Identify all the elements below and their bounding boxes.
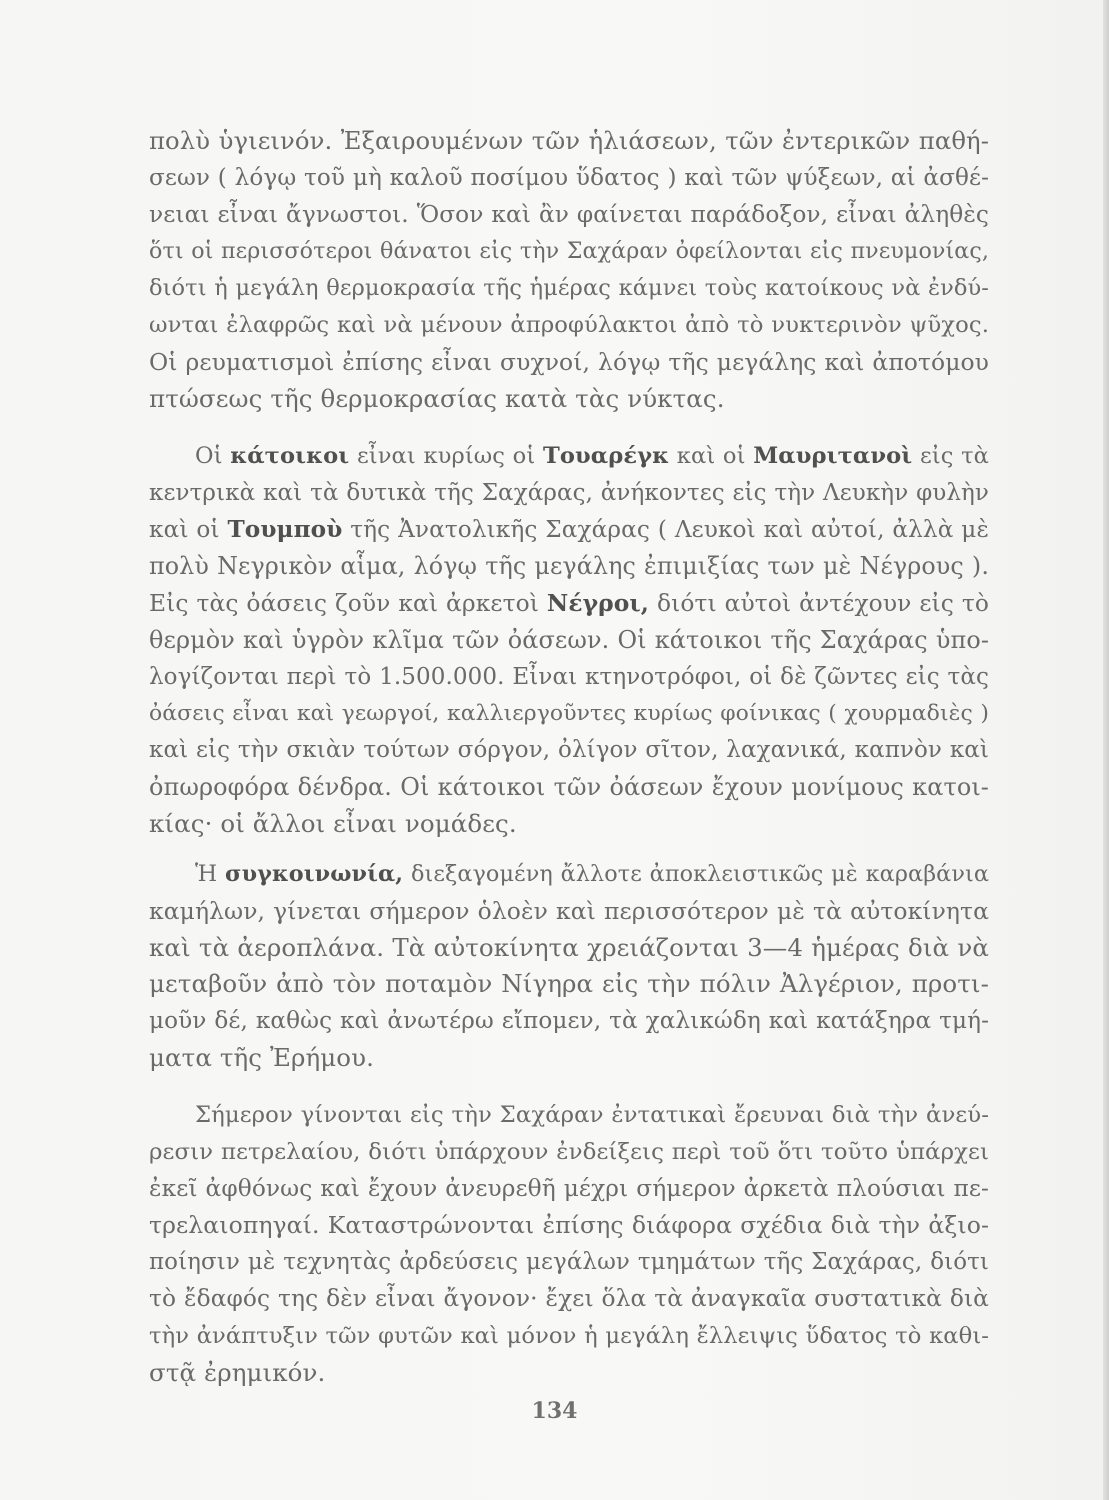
text-line: καὶ τὰ ἀεροπλάνα. Τὰ αὐτοκίνητα χρειάζονται 3—4 ἡμέρας διὰ νὰ bbox=[149, 932, 989, 962]
text-line: καμήλων, γίνεται σήμερον ὁλοὲν καὶ περισσότερον μὲ τὰ αὐτοκίνητα bbox=[149, 896, 989, 925]
text-line: ρεσιν πετρελαίου, διότι ὑπάρχουν ἐνδείξεις περὶ τοῦ ὅτι τοῦτο ὑπάρχει bbox=[149, 1138, 989, 1165]
text-line: νειαι εἶναι ἄγνωστοι. Ὅσον καὶ ἂν φαίνεται παράδοξον, εἶναι ἀληθὲς bbox=[149, 200, 989, 228]
text-line bbox=[149, 585, 989, 622]
text-line: στᾷ ἐρημικόν. bbox=[149, 1357, 326, 1387]
text-run: τῆς Ἀνατολικῆς Σαχάρας ( Λευκοὶ καὶ αὐτοί, ἀλλὰ μὲ bbox=[342, 515, 990, 543]
text-line: μοῦν δέ, καθὼς καὶ ἀνωτέρω εἴπομεν, τὰ χαλικώδη καὶ κατάξηρα τμή- bbox=[149, 1008, 989, 1035]
text-run: εἰς τὰ bbox=[912, 443, 990, 469]
text-run: Εἰς τὰς ὀάσεις ζοῦν καὶ ἀρκετοὶ bbox=[149, 589, 547, 618]
paragraph-oil bbox=[149, 1097, 989, 1391]
text-line: πολὺ ὑγιεινόν. Ἐξαιρουμένων τῶν ἡλιάσεων, τῶν ἐντερικῶν παθή- bbox=[149, 126, 989, 155]
paragraph-inhabitants bbox=[149, 438, 989, 843]
text-line: κεντρικὰ καὶ τὰ δυτικὰ τῆς Σαχάρας, ἀνήκοντες εἰς τὴν Λευκὴν φυλὴν bbox=[149, 479, 989, 506]
page-number: 134 bbox=[531, 1398, 578, 1424]
text-line: ματα τῆς Ἐρήμου. bbox=[149, 1042, 375, 1072]
bold-term-negroes: Νέγροι, bbox=[546, 589, 650, 618]
text-line: διότι ἡ μεγάλη θερμοκρασία τῆς ἡμέρας κάμνει τοὺς κατοίκους νὰ ἐνδύ- bbox=[149, 275, 989, 302]
bold-term-tuareg: Τουαρέγκ bbox=[542, 443, 670, 469]
text-line: πτώσεως τῆς θερμοκρασίας κατὰ τὰς νύκτας. bbox=[149, 383, 725, 413]
text-line: κίας· οἱ ἄλλοι εἶναι νομάδες. bbox=[149, 808, 517, 838]
text-line bbox=[149, 856, 989, 893]
text-line: τὴν ἀνάπτυξιν τῶν φυτῶν καὶ μόνον ἡ μεγάλη ἔλλειψις ὕδατος τὸ καθι- bbox=[149, 1322, 989, 1349]
text-line: τὸ ἔδαφός της δὲν εἶναι ἄγονον· ἔχει ὅλα τὰ ἀναγκαῖα συστατικὰ διὰ bbox=[149, 1284, 989, 1312]
text-line: ὀάσεις εἶναι καὶ γεωργοί, καλλιεργοῦντες κυρίως φοίνικας ( χουρμαδιὲς ) bbox=[149, 700, 989, 726]
paragraph-health bbox=[149, 123, 989, 417]
text-line: Σήμερον γίνονται εἰς τὴν Σαχάραν ἐντατικαὶ ἔρευναι διὰ τὴν ἀνεύ- bbox=[195, 1102, 989, 1128]
text-run: διότι αὐτοὶ ἀντέχουν εἰς τὸ bbox=[649, 589, 989, 618]
text-run: καὶ οἱ bbox=[149, 515, 228, 543]
text-run: διεξαγομένη ἄλλοτε ἀποκλειστικῶς μὲ καραβάνια bbox=[403, 861, 989, 887]
text-run: καὶ οἱ bbox=[669, 443, 754, 469]
text-line: ποίησιν μὲ τεχνητὰς ἀρδεύσεις μεγάλων τμημάτων τῆς Σαχάρας, διότι bbox=[149, 1249, 989, 1276]
text-line bbox=[149, 512, 989, 549]
text-run: Οἱ bbox=[195, 443, 231, 469]
text-run: Ἡ bbox=[195, 861, 226, 887]
bold-term-tubu: Τουμποὺ bbox=[227, 515, 343, 543]
text-line bbox=[149, 438, 989, 475]
bold-term-inhabitants: κάτοικοι bbox=[230, 443, 350, 469]
text-line: Οἱ ρευματισμοὶ ἐπίσης εἶναι συχνοί, λόγῳ τῆς μεγάλης καὶ ἀποτόμου bbox=[149, 347, 989, 376]
bold-term-mauritanians: Μαυριτανοὶ bbox=[753, 443, 913, 469]
text-line: καὶ εἰς τὴν σκιὰν τούτων σόργον, ὀλίγον σῖτον, λαχανικά, καπνὸν καὶ bbox=[149, 737, 989, 764]
text-line: τρελαιοπηγαί. Καταστρώνονται ἐπίσης διάφορα σχέδια διὰ τὴν ἀξιο- bbox=[149, 1211, 989, 1240]
bold-term-communication: συγκοινωνία, bbox=[225, 861, 404, 887]
text-line: μεταβοῦν ἀπὸ τὸν ποταμὸν Νίγηρα εἰς τὴν πόλιν Ἀλγέριον, προτι- bbox=[149, 969, 989, 999]
text-line: πολὺ Νεγρικὸν αἷμα, λόγῳ τῆς μεγάλης ἐπιμιξίας των μὲ Νέγρους ). bbox=[149, 552, 989, 581]
text-line: σεων ( λόγῳ τοῦ μὴ καλοῦ ποσίμου ὕδατος ) καὶ τῶν ψύξεων, αἱ ἀσθέ- bbox=[149, 164, 989, 191]
text-line: ωνται ἐλαφρῶς καὶ νὰ μένουν ἀπροφύλακτοι ἀπὸ τὸ νυκτερινὸν ψῦχος. bbox=[149, 311, 989, 338]
text-line: ἐκεῖ ἀφθόνως καὶ ἔχουν ἀνευρεθῆ μέχρι σήμερον ἀρκετὰ πλούσιαι πε- bbox=[149, 1174, 989, 1202]
text-line: ὀπωροφόρα δένδρα. Οἱ κάτοικοι τῶν ὀάσεων ἔχουν μονίμους κατοι- bbox=[149, 773, 989, 802]
text-line: θερμὸν καὶ ὑγρὸν κλῖμα τῶν ὀάσεων. Οἱ κάτοικοι τῆς Σαχάρας ὑπο- bbox=[149, 625, 989, 654]
page-edge-shadow bbox=[1103, 0, 1109, 1500]
text-line: ὅτι οἱ περισσότεροι θάνατοι εἰς τὴν Σαχάραν ὀφείλονται εἰς πνευμονίας, bbox=[149, 238, 989, 265]
paragraph-transport bbox=[149, 856, 989, 1077]
text-line: λογίζονται περὶ τὸ 1.500.000. Εἶναι κτηνοτρόφοι, οἱ δὲ ζῶντες εἰς τὰς bbox=[149, 663, 989, 690]
text-run: εἶναι κυρίως οἱ bbox=[349, 443, 543, 469]
